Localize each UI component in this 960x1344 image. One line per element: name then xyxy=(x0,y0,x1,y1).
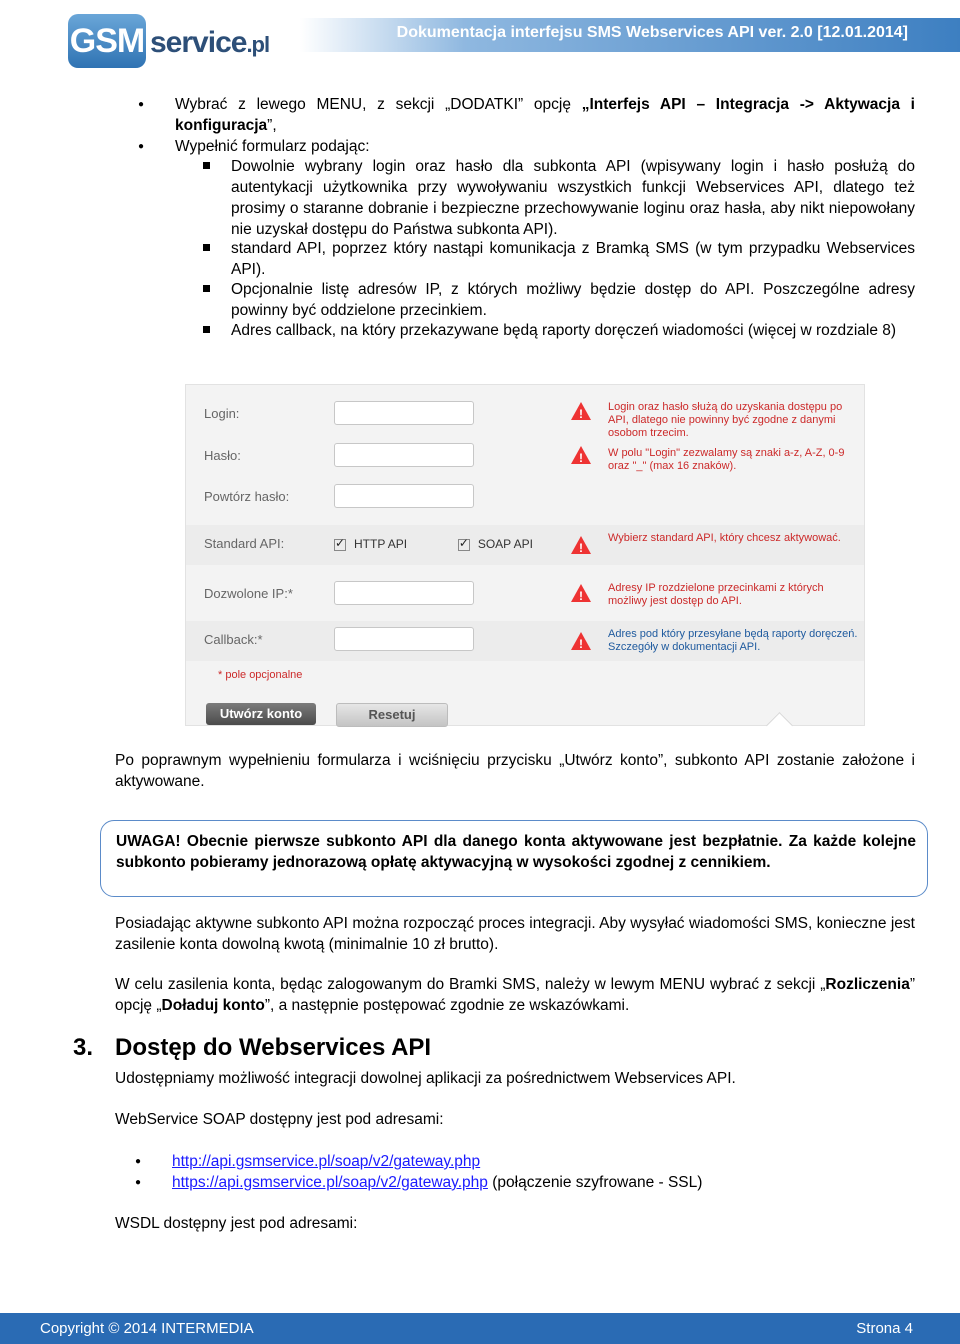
form-row-ip xyxy=(186,575,864,615)
sub-bullet-standard: standard API, poprzez który nastąpi komunikacja z Bramką SMS (w tym przypadku Webservices API). xyxy=(231,240,915,278)
create-account-button[interactable]: Utwórz konto xyxy=(206,703,316,725)
svg-text:!: ! xyxy=(579,407,583,421)
standard-checkboxes xyxy=(334,537,533,551)
after-form-paragraph: Po poprawnym wypełnieniu formularza i wciśnięciu przycisku „Utwórz konto”, subkonto API zostanie założone i aktywowane. xyxy=(115,752,915,790)
form-row-haslo xyxy=(186,437,864,477)
soap-url-https-link[interactable]: https://api.gsmservice.pl/soap/v2/gateway.php xyxy=(172,1174,488,1191)
optional-note: * pole opcjonalne xyxy=(218,669,303,681)
login-rules-hint: W polu "Login" zezwalamy są znaki a-z, A-Z, 0-9 oraz "_" (max 16 znaków). xyxy=(608,447,845,472)
callback-hint xyxy=(608,628,858,654)
warning-icon xyxy=(570,583,592,603)
logo-gsm-badge: GSM xyxy=(68,14,146,68)
powtorz-input[interactable] xyxy=(334,484,474,508)
document-title: Dokumentacja interfejsu SMS Webservices API ver. 2.0 [12.01.2014] xyxy=(396,24,908,41)
section-title: Dostęp do Webservices API xyxy=(115,1034,432,1061)
top-up-doladuj: Doładuj konto xyxy=(161,997,265,1014)
ssl-note: (połączenie szyfrowane - SSL) xyxy=(487,1174,703,1191)
svg-text:!: ! xyxy=(579,451,583,465)
soap-url-item-2 xyxy=(172,1172,912,1193)
login-input[interactable] xyxy=(334,401,474,425)
integration-paragraph: Posiadając aktywne subkonto API można rozpocząć proces integracji. Aby wysyłać wiadomości SMS, konieczne jest zasilenie konta dowolną kwotą (minimalnie 10 zł brutto). xyxy=(115,915,915,953)
page-number: Strona 4 xyxy=(856,1320,913,1337)
warning-icon xyxy=(570,631,592,651)
soap-intro: WebService SOAP dostępny jest pod adresami: xyxy=(115,1111,444,1128)
login-label: Login: xyxy=(204,406,240,421)
gsmservice-logo xyxy=(68,14,270,72)
top-up-text-mid: ” opcję „ xyxy=(115,976,915,1014)
form-row-powtorz xyxy=(186,478,864,518)
form-row-standard xyxy=(186,525,864,565)
sub-bullet-callback: Adres callback, na który przekazywane będą raporty doręczeń wiadomości (więcej w rozdziale 8) xyxy=(231,320,915,341)
http-api-checkbox[interactable] xyxy=(334,539,346,551)
soap-api-label: SOAP API xyxy=(477,537,533,551)
form-row-callback xyxy=(186,621,864,661)
api-form-screenshot xyxy=(185,384,865,726)
warning-text: UWAGA! Obecnie pierwsze subkonto API dla danego konta aktywowane jest bezpłatnie. Za każde kolejne subkonto pobieramy jednorazową opłatę aktywacyjną w wysokości zgodnej z cennikiem. xyxy=(116,833,916,871)
callback-label: Callback:* xyxy=(204,632,263,647)
sub-bullet-login: Dowolnie wybrany login oraz hasło dla subkonta API (wpisywany login i hasło posłużą do autentykacji użytkownika przy wywoływaniu wszystkich funkcji Webservices API, dlatego też prosimy o staranne dobranie i bezpieczne przechowywanie loginu oraz hasła, aby nikt niepowołany nie uzyskał dostępu do Państwa subkonta API). xyxy=(231,158,915,238)
callback-hint-text: Adres pod który przesyłane będą raporty doręczeń. Szczegóły w xyxy=(608,628,858,653)
top-up-paragraph xyxy=(115,974,915,1016)
top-up-text-start: W celu zasilenia konta, będąc zalogowanym do Bramki SMS, należy w lewym MENU wybrać z sekcji „ xyxy=(115,976,826,993)
ip-input[interactable] xyxy=(334,581,474,605)
soap-api-checkbox[interactable] xyxy=(458,539,470,551)
page-header xyxy=(0,0,960,75)
soap-url-item-1 xyxy=(172,1151,912,1172)
form-row-login xyxy=(186,395,864,439)
warning-icon xyxy=(570,535,592,555)
top-up-rozliczenia: Rozliczenia xyxy=(825,976,910,993)
step-bullet-menu: ● Wybrać z lewego MENU, z sekcji „DODATKI” opcję „Interfejs API – Integracja -> Aktywacja i konfiguracja”, xyxy=(175,94,915,136)
callback-input[interactable] xyxy=(334,627,474,651)
standard-hint: Wybierz standard API, który chcesz aktywować. xyxy=(608,532,841,544)
http-api-label: HTTP API xyxy=(354,537,408,551)
logo-pl-text: .pl xyxy=(246,32,270,57)
wsdl-intro: WSDL dostępny jest pod adresami: xyxy=(115,1215,358,1232)
sub-bullet-ip: Opcjonalnie listę adresów IP, z których możliwy będzie dostęp do API. Poszczególne adresy powinny być oddzielone przecinkiem. xyxy=(231,281,915,319)
callback-doc-link[interactable]: dokumentacji API. xyxy=(672,641,761,653)
top-up-text-end: ”, a następnie postępować zgodnie ze wskazówkami. xyxy=(264,997,630,1014)
warning-icon xyxy=(570,445,592,465)
logo-wordmark xyxy=(150,26,269,60)
logo-service-text: service xyxy=(150,26,247,59)
standard-label: Standard API: xyxy=(204,536,285,551)
ip-label: Dozwolone IP:* xyxy=(204,586,293,601)
page-footer xyxy=(0,1313,960,1344)
warning-box xyxy=(100,820,928,897)
ip-hint: Adresy IP rozdzielone przecinkami z których możliwy jest dostęp do API. xyxy=(608,582,824,607)
login-hint: Login oraz hasło służą do uzyskania dostępu po API, dlatego nie powinny być zgodne z danymi osobom trzecim. xyxy=(608,401,843,439)
haslo-label: Hasło: xyxy=(204,448,241,463)
step-bullet-form: ● Wypełnić formularz podając: xyxy=(175,136,915,157)
powtorz-label: Powtórz hasło: xyxy=(204,489,290,504)
svg-text:!: ! xyxy=(579,589,583,603)
warning-icon xyxy=(570,401,592,421)
soap-url-http-link[interactable]: http://api.gsmservice.pl/soap/v2/gateway.php xyxy=(172,1153,481,1170)
svg-text:!: ! xyxy=(579,637,583,651)
section-number: 3. xyxy=(73,1034,94,1061)
svg-text:!: ! xyxy=(579,541,583,555)
haslo-input[interactable] xyxy=(334,443,474,467)
reset-button[interactable]: Resetuj xyxy=(336,703,448,727)
copyright: Copyright © 2014 INTERMEDIA xyxy=(40,1320,254,1337)
section-intro: Udostępniamy możliwość integracji dowolnej aplikacji za pośrednictwem Webservices API. xyxy=(115,1070,736,1087)
